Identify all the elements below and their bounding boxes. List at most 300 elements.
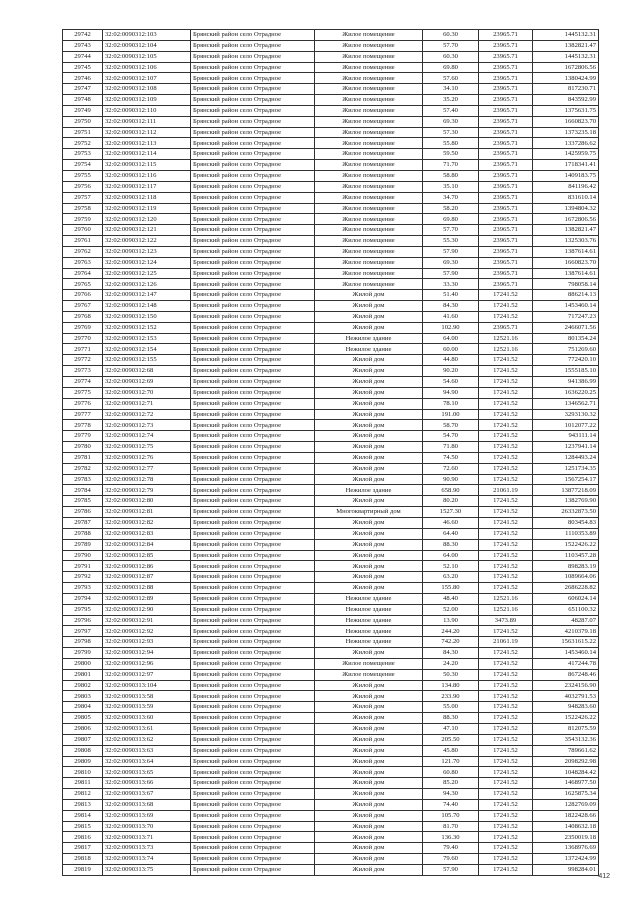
cadastral-number-cell: 32:02:0090312:74: [103, 431, 191, 442]
table-row: [63, 138, 599, 149]
address-cell: Брянский район село Отрадное: [191, 648, 315, 659]
row-number-cell: 29762: [63, 246, 103, 257]
specific-value-cell: 17241.52: [479, 452, 533, 463]
cadastral-value-cell: 48287.07: [533, 615, 599, 626]
area-cell: 57.70: [423, 225, 479, 236]
object-type-cell: Жилой дом: [315, 864, 423, 875]
specific-value-cell: 17241.52: [479, 821, 533, 832]
cadastral-value-cell: 798058.14: [533, 279, 599, 290]
row-number-cell: 29808: [63, 745, 103, 756]
address-cell: Брянский район село Отрадное: [191, 257, 315, 268]
table-row: [63, 84, 599, 95]
address-cell: Брянский район село Отрадное: [191, 702, 315, 713]
object-type-cell: Жилое помещение: [315, 170, 423, 181]
specific-value-cell: 17241.52: [479, 311, 533, 322]
cadastral-value-cell: 886214.13: [533, 290, 599, 301]
address-cell: Брянский район село Отрадное: [191, 279, 315, 290]
row-number-cell: 29791: [63, 561, 103, 572]
specific-value-cell: 23965.71: [479, 170, 533, 181]
table-row: [63, 203, 599, 214]
area-cell: 64.40: [423, 528, 479, 539]
object-type-cell: Жилой дом: [315, 311, 423, 322]
cadastral-value-cell: 2686228.82: [533, 583, 599, 594]
cadastral-number-cell: 32:02:0090312:125: [103, 268, 191, 279]
object-type-cell: Жилое помещение: [315, 192, 423, 203]
row-number-cell: 29745: [63, 62, 103, 73]
table-row: [63, 485, 599, 496]
table-row: [63, 832, 599, 843]
cadastral-number-cell: 32:02:0090312:150: [103, 311, 191, 322]
cadastral-number-cell: 32:02:0090312:118: [103, 192, 191, 203]
row-number-cell: 29814: [63, 810, 103, 821]
cadastral-value-cell: 1372424.99: [533, 854, 599, 865]
cadastral-number-cell: 32:02:0090312:73: [103, 420, 191, 431]
area-cell: 52.10: [423, 561, 479, 572]
cadastral-number-cell: 32:02:0090312:113: [103, 138, 191, 149]
cadastral-value-cell: 1387614.61: [533, 268, 599, 279]
object-type-cell: Жилое помещение: [315, 268, 423, 279]
row-number-cell: 29767: [63, 301, 103, 312]
area-cell: 90.20: [423, 366, 479, 377]
address-cell: Брянский район село Отрадное: [191, 311, 315, 322]
table-row: [63, 702, 599, 713]
address-cell: Брянский район село Отрадное: [191, 246, 315, 257]
cadastral-value-cell: 3543132.36: [533, 734, 599, 745]
area-cell: 34.10: [423, 84, 479, 95]
table-row: [63, 615, 599, 626]
area-cell: 57.70: [423, 40, 479, 51]
object-type-cell: Жилой дом: [315, 377, 423, 388]
table-row: [63, 789, 599, 800]
area-cell: 1527.30: [423, 507, 479, 518]
object-type-cell: Жилое помещение: [315, 138, 423, 149]
address-cell: Брянский район село Отрадное: [191, 539, 315, 550]
table-row: [63, 550, 599, 561]
table-row: [63, 637, 599, 648]
row-number-cell: 29772: [63, 355, 103, 366]
object-type-cell: Жилой дом: [315, 724, 423, 735]
specific-value-cell: 17241.52: [479, 301, 533, 312]
cadastral-number-cell: 32:02:0090312:76: [103, 452, 191, 463]
specific-value-cell: 17241.52: [479, 366, 533, 377]
cadastral-value-cell: 1408632.18: [533, 821, 599, 832]
cadastral-value-cell: 817230.71: [533, 84, 599, 95]
specific-value-cell: 17241.52: [479, 496, 533, 507]
specific-value-cell: 17241.52: [479, 767, 533, 778]
table-row: [63, 322, 599, 333]
table-row: [63, 30, 599, 41]
table-row: [63, 734, 599, 745]
specific-value-cell: 17241.52: [479, 442, 533, 453]
area-cell: 69.80: [423, 214, 479, 225]
cadastral-value-cell: 841196.42: [533, 181, 599, 192]
cadastral-value-cell: 1368976.69: [533, 843, 599, 854]
object-type-cell: Жилой дом: [315, 756, 423, 767]
object-type-cell: Жилой дом: [315, 745, 423, 756]
cadastral-number-cell: 32:02:0090312:115: [103, 160, 191, 171]
cadastral-number-cell: 32:02:0090312:106: [103, 62, 191, 73]
row-number-cell: 29803: [63, 691, 103, 702]
table-row: [63, 864, 599, 875]
area-cell: 24.20: [423, 658, 479, 669]
specific-value-cell: 17241.52: [479, 528, 533, 539]
cadastral-number-cell: 32:02:0090313:65: [103, 767, 191, 778]
object-type-cell: Жилое помещение: [315, 51, 423, 62]
table-row: [63, 409, 599, 420]
table-row: [63, 398, 599, 409]
table-row: [63, 658, 599, 669]
area-cell: 57.40: [423, 105, 479, 116]
address-cell: Брянский район село Отрадное: [191, 789, 315, 800]
cadastral-number-cell: 32:02:0090313:70: [103, 821, 191, 832]
specific-value-cell: 17241.52: [479, 517, 533, 528]
area-cell: 63.20: [423, 572, 479, 583]
cadastral-number-cell: 32:02:0090312:79: [103, 485, 191, 496]
address-cell: Брянский район село Отрадное: [191, 821, 315, 832]
address-cell: Брянский район село Отрадное: [191, 767, 315, 778]
address-cell: Брянский район село Отрадное: [191, 160, 315, 171]
row-number-cell: 29782: [63, 463, 103, 474]
row-number-cell: 29766: [63, 290, 103, 301]
address-cell: Брянский район село Отрадное: [191, 73, 315, 84]
object-type-cell: Жилое помещение: [315, 203, 423, 214]
area-cell: 13.90: [423, 615, 479, 626]
address-cell: Брянский район село Отрадное: [191, 431, 315, 442]
table-row: [63, 95, 599, 106]
table-row: [63, 116, 599, 127]
address-cell: Брянский район село Отрадное: [191, 322, 315, 333]
table-row: [63, 442, 599, 453]
address-cell: Брянский район село Отрадное: [191, 507, 315, 518]
object-type-cell: Жилой дом: [315, 474, 423, 485]
table-row: [63, 669, 599, 680]
address-cell: Брянский район село Отрадное: [191, 496, 315, 507]
specific-value-cell: 23965.71: [479, 160, 533, 171]
specific-value-cell: 17241.52: [479, 539, 533, 550]
row-number-cell: 29764: [63, 268, 103, 279]
cadastral-value-cell: 1382821.47: [533, 225, 599, 236]
cadastral-value-cell: 1567254.17: [533, 474, 599, 485]
cadastral-value-cell: 1089664.06: [533, 572, 599, 583]
row-number-cell: 29761: [63, 236, 103, 247]
area-cell: 81.70: [423, 821, 479, 832]
row-number-cell: 29807: [63, 734, 103, 745]
specific-value-cell: 23965.71: [479, 236, 533, 247]
cadastral-number-cell: 32:02:0090313:59: [103, 702, 191, 713]
object-type-cell: Нежилое здание: [315, 604, 423, 615]
cadastral-value-cell: 13877218.09: [533, 485, 599, 496]
row-number-cell: 29795: [63, 604, 103, 615]
cadastral-value-cell: 2098292.98: [533, 756, 599, 767]
address-cell: Брянский район село Отрадное: [191, 745, 315, 756]
object-type-cell: Жилой дом: [315, 387, 423, 398]
table-row: [63, 496, 599, 507]
row-number-cell: 29746: [63, 73, 103, 84]
area-cell: 45.80: [423, 745, 479, 756]
cadastral-number-cell: 32:02:0090313:75: [103, 864, 191, 875]
address-cell: Брянский район село Отрадное: [191, 734, 315, 745]
row-number-cell: 29773: [63, 366, 103, 377]
specific-value-cell: 23965.71: [479, 192, 533, 203]
cadastral-value-cell: 1718341.41: [533, 160, 599, 171]
page-number: 412: [598, 873, 610, 880]
specific-value-cell: 17241.52: [479, 713, 533, 724]
cadastral-number-cell: 32:02:0090312:109: [103, 95, 191, 106]
row-number-cell: 29819: [63, 864, 103, 875]
cadastral-value-cell: 1660823.70: [533, 257, 599, 268]
address-cell: Брянский район село Отрадное: [191, 572, 315, 583]
cadastral-number-cell: 32:02:0090312:71: [103, 398, 191, 409]
cadastral-value-cell: 417244.78: [533, 658, 599, 669]
row-number-cell: 29756: [63, 181, 103, 192]
row-number-cell: 29802: [63, 680, 103, 691]
cadastral-number-cell: 32:02:0090312:148: [103, 301, 191, 312]
specific-value-cell: 23965.71: [479, 73, 533, 84]
cadastral-value-cell: 1522426.22: [533, 539, 599, 550]
cadastral-value-cell: 26332873.50: [533, 507, 599, 518]
area-cell: 205.50: [423, 734, 479, 745]
cadastral-value-cell: 1382821.47: [533, 40, 599, 51]
object-type-cell: Жилое помещение: [315, 257, 423, 268]
area-cell: 58.20: [423, 203, 479, 214]
address-cell: Брянский район село Отрадное: [191, 398, 315, 409]
area-cell: 57.30: [423, 127, 479, 138]
table-row: [63, 474, 599, 485]
cadastral-number-cell: 32:02:0090312:103: [103, 30, 191, 41]
cadastral-number-cell: 32:02:0090312:121: [103, 225, 191, 236]
table-row: [63, 366, 599, 377]
cadastral-number-cell: 32:02:0090313:58: [103, 691, 191, 702]
cadastral-value-cell: 15631615.22: [533, 637, 599, 648]
specific-value-cell: 17241.52: [479, 864, 533, 875]
cadastral-value-cell: 1555185.10: [533, 366, 599, 377]
row-number-cell: 29788: [63, 528, 103, 539]
table-row: [63, 507, 599, 518]
specific-value-cell: 23965.71: [479, 84, 533, 95]
table-row: [63, 680, 599, 691]
row-number-cell: 29816: [63, 832, 103, 843]
specific-value-cell: 17241.52: [479, 550, 533, 561]
area-cell: 55.80: [423, 138, 479, 149]
cadastral-value-cell: 772420.10: [533, 355, 599, 366]
object-type-cell: Нежилое здание: [315, 593, 423, 604]
object-type-cell: Жилое помещение: [315, 84, 423, 95]
table-row: [63, 105, 599, 116]
object-type-cell: Жилое помещение: [315, 40, 423, 51]
area-cell: 50.30: [423, 669, 479, 680]
specific-value-cell: 23965.71: [479, 40, 533, 51]
cadastral-value-cell: 1394804.32: [533, 203, 599, 214]
specific-value-cell: 21061.19: [479, 637, 533, 648]
specific-value-cell: 23965.71: [479, 181, 533, 192]
row-number-cell: 29785: [63, 496, 103, 507]
cadastral-number-cell: 32:02:0090312:124: [103, 257, 191, 268]
address-cell: Брянский район село Отрадное: [191, 95, 315, 106]
area-cell: 94.90: [423, 387, 479, 398]
row-number-cell: 29757: [63, 192, 103, 203]
specific-value-cell: 23965.71: [479, 127, 533, 138]
cadastral-number-cell: 32:02:0090312:75: [103, 442, 191, 453]
object-type-cell: Жилой дом: [315, 843, 423, 854]
row-number-cell: 29750: [63, 116, 103, 127]
row-number-cell: 29817: [63, 843, 103, 854]
cadastral-number-cell: 32:02:0090312:123: [103, 246, 191, 257]
area-cell: 136.30: [423, 832, 479, 843]
object-type-cell: Жилой дом: [315, 561, 423, 572]
cadastral-value-cell: 867248.46: [533, 669, 599, 680]
address-cell: Брянский район село Отрадное: [191, 62, 315, 73]
row-number-cell: 29751: [63, 127, 103, 138]
object-type-cell: Нежилое здание: [315, 333, 423, 344]
area-cell: 88.30: [423, 539, 479, 550]
address-cell: Брянский район село Отрадное: [191, 138, 315, 149]
cadastral-number-cell: 32:02:0090312:77: [103, 463, 191, 474]
specific-value-cell: 23965.71: [479, 246, 533, 257]
area-cell: 742.20: [423, 637, 479, 648]
area-cell: 35.20: [423, 95, 479, 106]
cadastral-number-cell: 32:02:0090313:66: [103, 778, 191, 789]
object-type-cell: Жилой дом: [315, 550, 423, 561]
address-cell: Брянский район село Отрадное: [191, 40, 315, 51]
object-type-cell: Жилой дом: [315, 583, 423, 594]
object-type-cell: Жилой дом: [315, 420, 423, 431]
area-cell: 54.60: [423, 377, 479, 388]
object-type-cell: Жилой дом: [315, 778, 423, 789]
object-type-cell: Жилой дом: [315, 463, 423, 474]
area-cell: 51.40: [423, 290, 479, 301]
address-cell: Брянский район село Отрадное: [191, 713, 315, 724]
row-number-cell: 29818: [63, 854, 103, 865]
address-cell: Брянский район село Отрадное: [191, 583, 315, 594]
area-cell: 84.30: [423, 301, 479, 312]
row-number-cell: 29759: [63, 214, 103, 225]
row-number-cell: 29783: [63, 474, 103, 485]
specific-value-cell: 17241.52: [479, 702, 533, 713]
cadastral-value-cell: 1425959.75: [533, 149, 599, 160]
table-row: [63, 311, 599, 322]
table-row: [63, 810, 599, 821]
row-number-cell: 29776: [63, 398, 103, 409]
address-cell: Брянский район село Отрадное: [191, 561, 315, 572]
cadastral-value-table: [62, 29, 599, 876]
specific-value-cell: 23965.71: [479, 268, 533, 279]
cadastral-value-cell: 1636220.25: [533, 387, 599, 398]
table-row: [63, 713, 599, 724]
cadastral-number-cell: 32:02:0090312:116: [103, 170, 191, 181]
area-cell: 57.90: [423, 268, 479, 279]
specific-value-cell: 17241.52: [479, 420, 533, 431]
area-cell: 79.60: [423, 854, 479, 865]
specific-value-cell: 3473.89: [479, 615, 533, 626]
table-row: [63, 821, 599, 832]
table-row: [63, 160, 599, 171]
cadastral-value-cell: 948283.60: [533, 702, 599, 713]
table-row: [63, 843, 599, 854]
specific-value-cell: 12521.16: [479, 604, 533, 615]
address-cell: Брянский район село Отрадное: [191, 626, 315, 637]
specific-value-cell: 17241.52: [479, 680, 533, 691]
address-cell: Брянский район село Отрадное: [191, 420, 315, 431]
table-row: [63, 463, 599, 474]
cadastral-value-cell: 1445132.31: [533, 30, 599, 41]
area-cell: 55.00: [423, 702, 479, 713]
cadastral-number-cell: 32:02:0090312:89: [103, 593, 191, 604]
cadastral-number-cell: 32:02:0090313:104: [103, 680, 191, 691]
row-number-cell: 29813: [63, 799, 103, 810]
specific-value-cell: 23965.71: [479, 149, 533, 160]
cadastral-number-cell: 32:02:0090312:84: [103, 539, 191, 550]
row-number-cell: 29815: [63, 821, 103, 832]
area-cell: 71.70: [423, 160, 479, 171]
table-row: [63, 377, 599, 388]
cadastral-number-cell: 32:02:0090313:73: [103, 843, 191, 854]
table-row: [63, 387, 599, 398]
cadastral-number-cell: 32:02:0090313:74: [103, 854, 191, 865]
cadastral-number-cell: 32:02:0090312:72: [103, 409, 191, 420]
cadastral-value-cell: 751269.60: [533, 344, 599, 355]
area-cell: 46.60: [423, 517, 479, 528]
row-number-cell: 29809: [63, 756, 103, 767]
table-row: [63, 452, 599, 463]
object-type-cell: Многоквартирный дом: [315, 507, 423, 518]
object-type-cell: Жилой дом: [315, 691, 423, 702]
cadastral-value-cell: 1468977.50: [533, 778, 599, 789]
specific-value-cell: 17241.52: [479, 398, 533, 409]
object-type-cell: Жилое помещение: [315, 181, 423, 192]
specific-value-cell: 23965.71: [479, 225, 533, 236]
table-row: [63, 236, 599, 247]
row-number-cell: 29774: [63, 377, 103, 388]
object-type-cell: Нежилое здание: [315, 626, 423, 637]
row-number-cell: 29748: [63, 95, 103, 106]
row-number-cell: 29744: [63, 51, 103, 62]
table-row: [63, 626, 599, 637]
cadastral-number-cell: 32:02:0090312:107: [103, 73, 191, 84]
cadastral-value-cell: 1453460.14: [533, 301, 599, 312]
address-cell: Брянский район село Отрадное: [191, 355, 315, 366]
object-type-cell: Жилой дом: [315, 854, 423, 865]
row-number-cell: 29780: [63, 442, 103, 453]
cadastral-value-cell: 941386.99: [533, 377, 599, 388]
address-cell: Брянский район село Отрадное: [191, 463, 315, 474]
specific-value-cell: 23965.71: [479, 105, 533, 116]
table-row: [63, 333, 599, 344]
object-type-cell: Жилое помещение: [315, 225, 423, 236]
cadastral-value-cell: 1237941.14: [533, 442, 599, 453]
address-cell: Брянский район село Отрадное: [191, 181, 315, 192]
area-cell: 74.50: [423, 452, 479, 463]
cadastral-value-cell: 1672806.56: [533, 62, 599, 73]
cadastral-number-cell: 32:02:0090312:94: [103, 648, 191, 659]
specific-value-cell: 17241.52: [479, 669, 533, 680]
table-row: [63, 583, 599, 594]
area-cell: 60.30: [423, 30, 479, 41]
address-cell: Брянский район село Отрадное: [191, 409, 315, 420]
object-type-cell: Жилой дом: [315, 431, 423, 442]
area-cell: 155.80: [423, 583, 479, 594]
specific-value-cell: 23965.71: [479, 95, 533, 106]
cadastral-number-cell: 32:02:0090312:82: [103, 517, 191, 528]
table-row: [63, 431, 599, 442]
address-cell: Брянский район село Отрадное: [191, 724, 315, 735]
row-number-cell: 29787: [63, 517, 103, 528]
row-number-cell: 29749: [63, 105, 103, 116]
area-cell: 60.00: [423, 344, 479, 355]
address-cell: Брянский район село Отрадное: [191, 290, 315, 301]
area-cell: 41.60: [423, 311, 479, 322]
cadastral-number-cell: 32:02:0090312:122: [103, 236, 191, 247]
row-number-cell: 29768: [63, 311, 103, 322]
